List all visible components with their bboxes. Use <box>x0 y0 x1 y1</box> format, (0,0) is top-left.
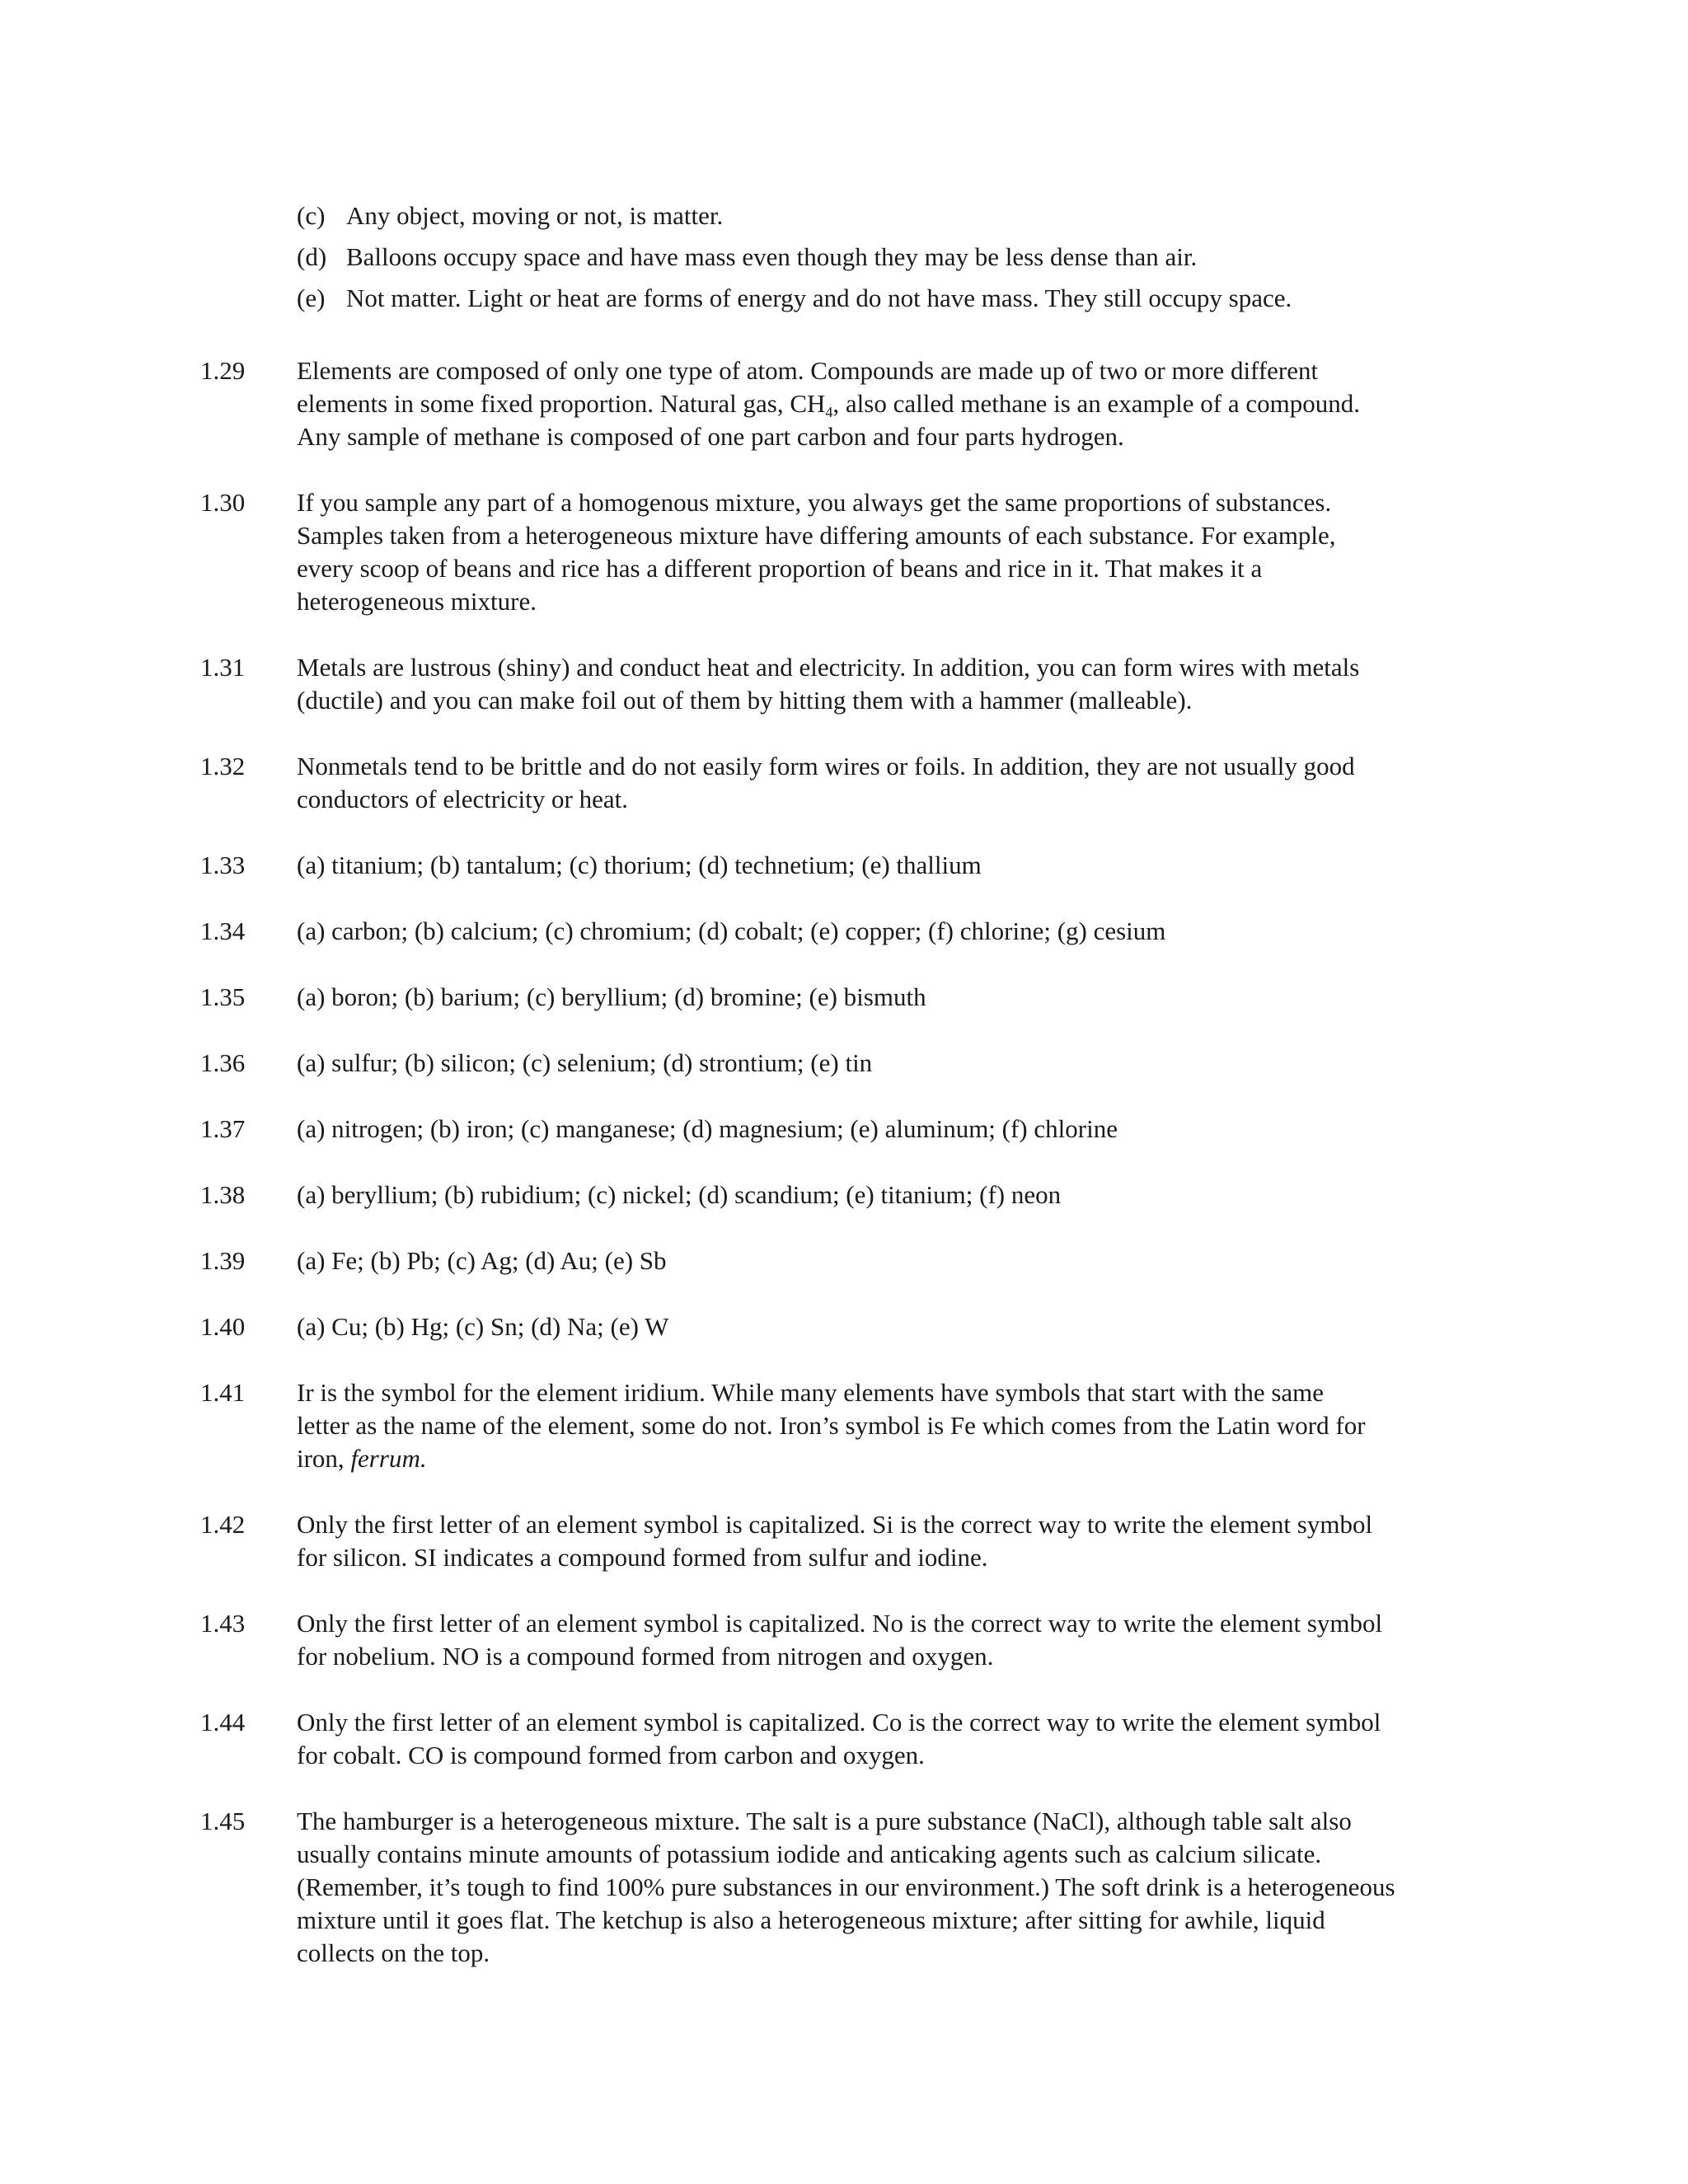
answer-number: 1.44 <box>200 1708 246 1736</box>
text-segment: elements in some fixed proportion. Natural gas, CH <box>297 389 826 418</box>
answer-text <box>297 1706 1503 1772</box>
answer-number: 1.39 <box>200 1246 246 1275</box>
text-line: usually contains minute amounts of potassium iodide and anticaking agents such as calcium silicate. <box>297 1840 1322 1868</box>
answer-number: 1.33 <box>200 851 246 879</box>
answer-text <box>297 1244 1503 1277</box>
text-line: (a) beryllium; (b) rubidium; (c) nickel; (d) scandium; (e) titanium; (f) neon <box>297 1180 1062 1209</box>
text-line: (a) nitrogen; (b) iron; (c) manganese; (d) magnesium; (e) aluminum; (f) chlorine <box>297 1114 1118 1143</box>
answer-number: 1.34 <box>200 916 246 945</box>
subitem-text: Any object, moving or not, is matter. <box>346 201 724 230</box>
answer-text <box>297 1508 1503 1574</box>
subscript: 4 <box>825 404 833 420</box>
text-line: Only the first letter of an element symbol is capitalized. Si is the correct way to write the element symbol <box>297 1510 1373 1539</box>
text-line: conductors of electricity or heat. <box>297 785 628 813</box>
text-segment: , also called methane is an example of a compound. <box>832 389 1360 418</box>
answer-number: 1.35 <box>200 982 246 1011</box>
answer-text <box>297 1047 1503 1080</box>
text-line: (Remember, it’s tough to find 100% pure substances in our environment.) The soft drink is a heterogeneous <box>297 1872 1395 1901</box>
text-line <box>297 1442 1503 1475</box>
latin-word: ferrum. <box>350 1444 427 1473</box>
answer-number: 1.38 <box>200 1180 246 1209</box>
subitem-d <box>297 241 1500 274</box>
answer-text <box>297 1376 1503 1475</box>
answer-number: 1.37 <box>200 1114 246 1143</box>
answer-number: 1.36 <box>200 1048 246 1077</box>
answer-number: 1.30 <box>200 488 246 517</box>
text-line: Elements are composed of only one type of atom. Compounds are made up of two or more different <box>297 356 1319 385</box>
answer-text <box>297 1805 1503 1970</box>
answer-number: 1.43 <box>200 1609 246 1638</box>
text-line <box>297 387 1503 420</box>
text-line: If you sample any part of a homogenous mixture, you always get the same proportions of substances. <box>297 488 1332 517</box>
text-line: for silicon. SI indicates a compound formed from sulfur and iodine. <box>297 1543 988 1572</box>
text-line: (a) boron; (b) barium; (c) beryllium; (d) bromine; (e) bismuth <box>297 982 926 1011</box>
answer-text <box>297 1607 1503 1673</box>
subitem-label: (d) <box>297 242 327 271</box>
text-line: for nobelium. NO is a compound formed from nitrogen and oxygen. <box>297 1642 994 1671</box>
answer-number: 1.29 <box>200 356 246 385</box>
answer-text <box>297 651 1503 717</box>
text-line: (a) carbon; (b) calcium; (c) chromium; (d) cobalt; (e) copper; (f) chlorine; (g) cesium <box>297 916 1166 945</box>
answer-text <box>297 915 1503 948</box>
text-segment: iron, <box>297 1444 351 1473</box>
answer-text <box>297 1310 1503 1343</box>
answer-number: 1.45 <box>200 1807 246 1835</box>
answer-number: 1.41 <box>200 1378 246 1407</box>
text-line: for cobalt. CO is compound formed from carbon and oxygen. <box>297 1741 925 1769</box>
answer-text <box>297 1113 1503 1146</box>
answer-text <box>297 1179 1503 1212</box>
subitem-label: (e) <box>297 284 326 312</box>
answer-number: 1.31 <box>200 653 246 682</box>
subitem-e <box>297 282 1500 315</box>
text-line: mixture until it goes flat. The ketchup is also a heterogeneous mixture; after sitting for awhile, liquid <box>297 1905 1325 1934</box>
text-line: The hamburger is a heterogeneous mixture. The salt is a pure substance (NaCl), although table salt also <box>297 1807 1352 1835</box>
text-line: Only the first letter of an element symbol is capitalized. Co is the correct way to write the element symbol <box>297 1708 1381 1736</box>
text-line: (a) titanium; (b) tantalum; (c) thorium; (d) technetium; (e) thallium <box>297 851 982 879</box>
answer-number: 1.42 <box>200 1510 246 1539</box>
text-line: Samples taken from a heterogeneous mixture have differing amounts of each substance. For example, <box>297 521 1336 550</box>
text-line: heterogeneous mixture. <box>297 587 537 616</box>
text-line: (ductile) and you can make foil out of them by hitting them with a hammer (malleable). <box>297 686 1193 715</box>
answer-number: 1.32 <box>200 752 246 780</box>
answer-number: 1.40 <box>200 1312 246 1341</box>
text-line: (a) Fe; (b) Pb; (c) Ag; (d) Au; (e) Sb <box>297 1246 667 1275</box>
text-line: (a) sulfur; (b) silicon; (c) selenium; (d) strontium; (e) tin <box>297 1048 873 1077</box>
answer-text <box>297 849 1503 882</box>
text-line: Any sample of methane is composed of one part carbon and four parts hydrogen. <box>297 422 1124 451</box>
answer-text <box>297 486 1503 618</box>
answer-text <box>297 750 1503 816</box>
text-line: Only the first letter of an element symbol is capitalized. No is the correct way to write the element symbol <box>297 1609 1383 1638</box>
text-line: (a) Cu; (b) Hg; (c) Sn; (d) Na; (e) W <box>297 1312 669 1341</box>
text-line: Ir is the symbol for the element iridium. While many elements have symbols that start with the same <box>297 1378 1325 1407</box>
text-line: Nonmetals tend to be brittle and do not easily form wires or foils. In addition, they are not usually good <box>297 752 1355 780</box>
answer-text <box>297 354 1503 453</box>
subitem-c <box>297 199 1500 232</box>
text-line: every scoop of beans and rice has a different proportion of beans and rice in it. That makes it a <box>297 554 1263 583</box>
subitem-text: Not matter. Light or heat are forms of energy and do not have mass. They still occupy space. <box>346 284 1292 312</box>
subitem-text: Balloons occupy space and have mass even though they may be less dense than air. <box>346 242 1198 271</box>
text-line: letter as the name of the element, some do not. Iron’s symbol is Fe which comes from the Latin word for <box>297 1411 1366 1440</box>
text-line: Metals are lustrous (shiny) and conduct heat and electricity. In addition, you can form wires with metals <box>297 653 1360 682</box>
text-line: collects on the top. <box>297 1938 490 1967</box>
answer-text <box>297 981 1503 1014</box>
subitem-label: (c) <box>297 201 326 230</box>
